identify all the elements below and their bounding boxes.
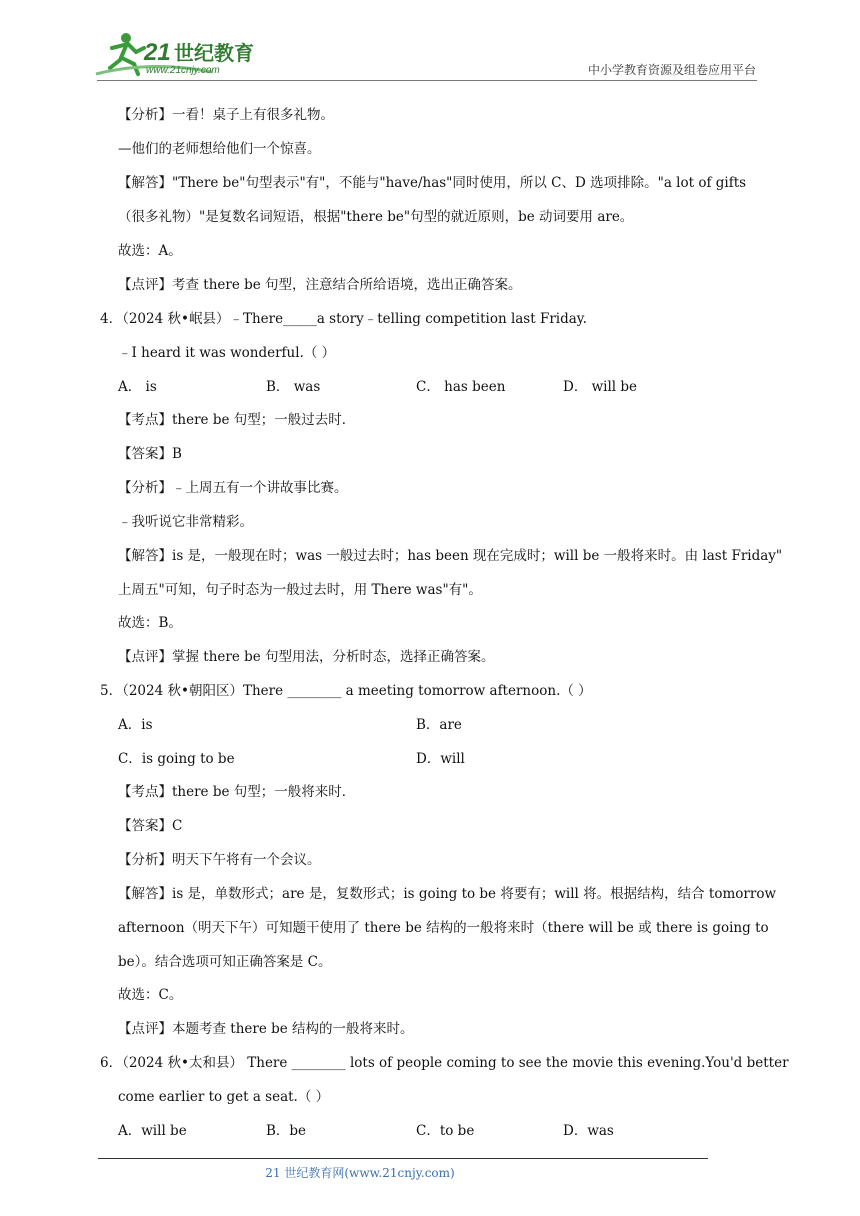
answer-option: B．be [266, 1123, 307, 1139]
answer-option: D．will [416, 751, 465, 767]
svg-text:21: 21 [144, 39, 171, 66]
text-line: 【答案】B [118, 446, 182, 462]
text-line: 【分析】一看！桌子上有很多礼物。 [118, 107, 334, 123]
answer-option: B．are [416, 717, 462, 733]
text-line: be）。结合选项可知正确答案是 C。 [118, 954, 332, 970]
text-line: afternoon（明天下午）可知题干使用了 there be 结构的一般将来时（there will be 或 there is going to [118, 920, 769, 936]
answer-option: A． is [118, 379, 157, 395]
text-line: 【答案】C [118, 818, 183, 834]
text-line: 5．（2024 秋•朝阳区）There ________ a meeting tomorrow afternoon.（ ） [100, 683, 592, 699]
answer-option: A．will be [118, 1123, 187, 1139]
site-logo [92, 30, 292, 80]
answer-option: C． has been [416, 379, 506, 395]
text-line: 故选：C。 [118, 987, 183, 1003]
text-line: 【点评】掌握 there be 句型用法，分析时态，选择正确答案。 [118, 649, 495, 665]
text-line: 【解答】is 是，单数形式；are 是，复数形式；is going to be 将要有；will 将。根据结构，结合 tomorrow [118, 886, 776, 902]
text-line: 上周五"可知，句子时态为一般过去时，用 There was"有"。 [118, 582, 482, 598]
text-line: 【分析】﹣上周五有一个讲故事比赛。 [118, 480, 348, 496]
svg-text:www.21cnjy.com: www.21cnjy.com [146, 65, 220, 76]
text-line: ﹣我听说它非常精彩。 [118, 514, 253, 530]
page-footer [0, 1164, 860, 1181]
text-line: ﹣I heard it was wonderful.（ ） [118, 345, 336, 361]
answer-option: B． was [266, 379, 321, 395]
svg-text:世纪教育: 世纪教育 [174, 41, 254, 65]
answer-option: D． will be [563, 379, 638, 395]
header-divider [97, 80, 757, 81]
text-line: 故选：B。 [118, 615, 182, 631]
answer-option: C．is going to be [118, 751, 235, 767]
text-line: 【考点】there be 句型；一般过去时． [118, 412, 356, 428]
answer-option: A．is [118, 717, 153, 733]
header-platform-text: 中小学教育资源及组卷应用平台 [587, 63, 756, 77]
text-line: 故选：A。 [118, 243, 182, 259]
footer-text: 21 世纪教育网(www.21cnjy.com) [265, 1166, 455, 1180]
text-line: 6．（2024 秋•太和县） There ________ lots of people coming to see the movie this evening.You'd better [100, 1055, 789, 1071]
answer-option: C．to be [416, 1123, 475, 1139]
text-line: 【解答】"There be"句型表示"有"，不能与"have/has"同时使用，所以 C、D 选项排除。"a lot of gifts [118, 175, 747, 191]
text-line: 【分析】明天下午将有一个会议。 [118, 852, 321, 868]
text-line: （很多礼物）"是复数名词短语，根据"there be"句型的就近原则，be 动词要用 are。 [118, 209, 634, 225]
text-line: 4．（2024 秋•岷县）﹣There_____a story﹣telling competition last Friday. [100, 311, 587, 327]
footer-divider [98, 1158, 708, 1159]
answer-option: D．was [563, 1123, 614, 1139]
text-line: 【解答】is 是，一般现在时；was 一般过去时；has been 现在完成时；will be 一般将来时。由 last Friday" [118, 548, 783, 564]
text-line: —他们的老师想给他们一个惊喜。 [118, 141, 321, 157]
text-line: come earlier to get a seat.（ ） [118, 1089, 330, 1105]
text-line: 【考点】there be 句型；一般将来时． [118, 784, 356, 800]
page-header [0, 0, 860, 90]
text-line: 【点评】考查 there be 句型，注意结合所给语境，选出正确答案。 [118, 277, 522, 293]
text-line: 【点评】本题考查 there be 结构的一般将来时。 [118, 1021, 414, 1037]
